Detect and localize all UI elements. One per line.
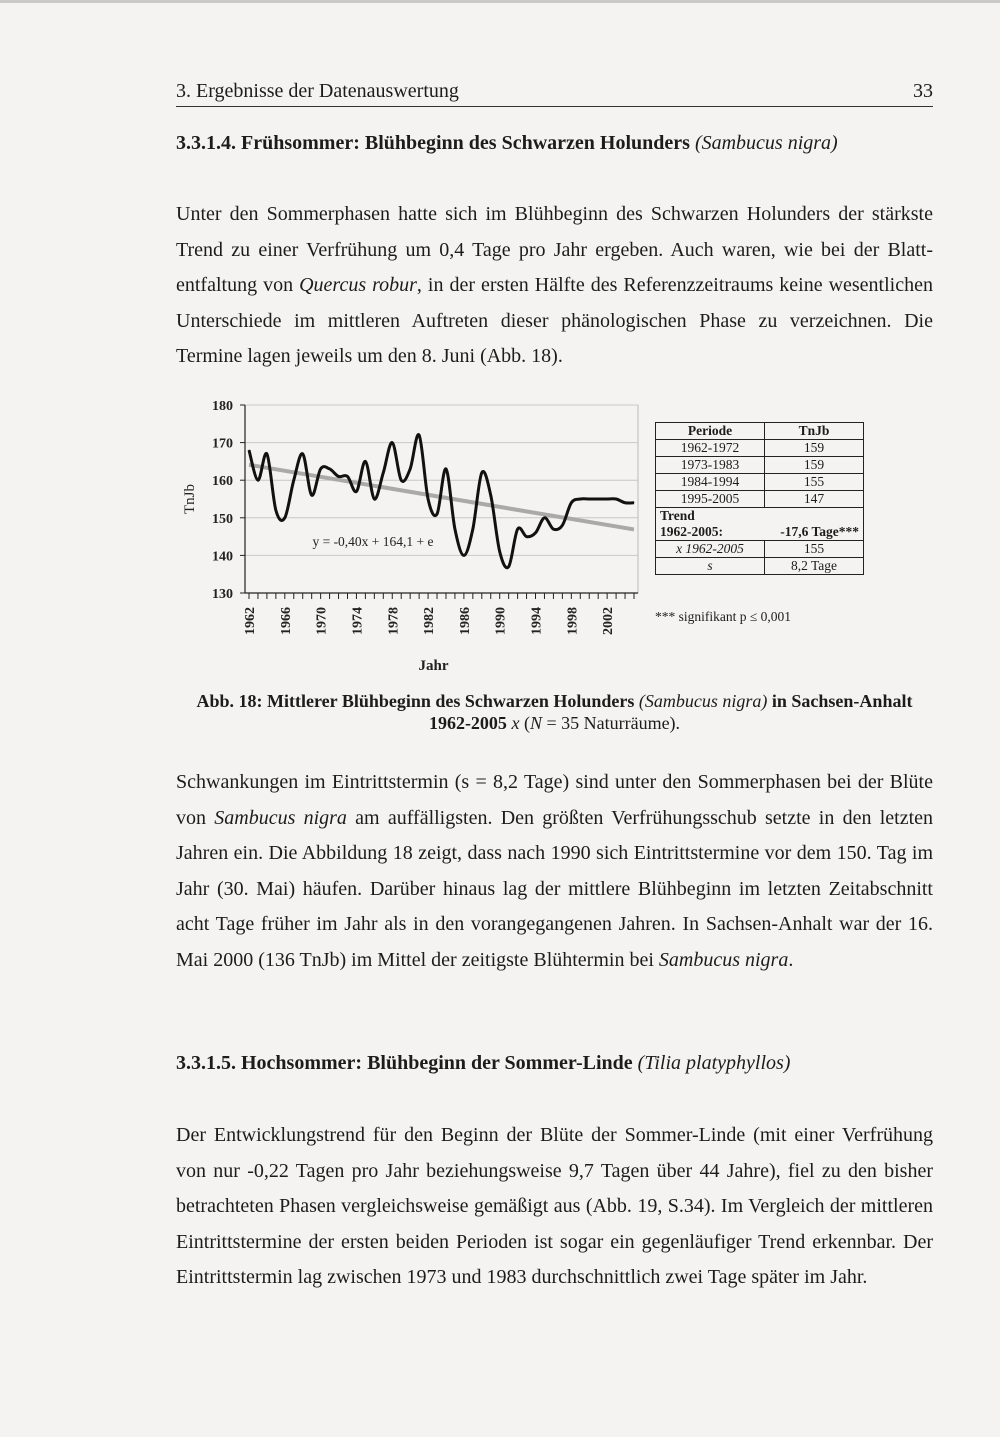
data-point [257, 480, 258, 481]
paragraph-2-text-a: Schwankungen im Eintrittstermin (s = 8,2 Tage) sind unter den Sommerphasen bei der Blüte von [176, 771, 933, 829]
section-number: 3.3.1.4. [176, 132, 236, 154]
data-point [365, 461, 366, 462]
data-point [356, 491, 357, 492]
paragraph-1-latin: Quercus robur [299, 274, 417, 296]
section-latin-name: (Sambucus nigra) [694, 132, 838, 154]
paragraph-1-text-b: , in der ersten Hälfte des Referenzzeitraums keine wesentlichen Unterschiede im mittleren Auftreten dieser phänologischen Phase zu verzeichnen. Die Termine lagen jeweils um den 8. Juni (Abb. 18). [176, 274, 933, 367]
data-point [293, 480, 294, 481]
data-point [508, 566, 509, 567]
data-point [634, 502, 635, 503]
data-point [607, 499, 608, 500]
trend-value: -17,6 Tage*** [780, 524, 859, 539]
paragraph-2-latin-b: Sambucus nigra [658, 948, 789, 971]
data-point [302, 453, 303, 454]
mean-label: x 1962-2005 [656, 541, 765, 558]
table-cell: 147 [765, 491, 864, 508]
bloom-chart [160, 390, 640, 680]
table-cell: 159 [765, 440, 864, 457]
data-point [490, 495, 491, 496]
x-tick-label: 1966 [278, 607, 294, 635]
data-point [428, 499, 429, 500]
section-number: 3.3.1.5. [176, 1052, 236, 1074]
caption-n-symbol: N [529, 713, 542, 733]
data-point [401, 480, 402, 481]
caption-title: Mittlerer Blühbeginn des Schwarzen Holunders [267, 691, 635, 711]
section-title: Frühsommer: Blühbeginn des Schwarzen Holunders [241, 132, 690, 154]
paragraph-2 [176, 765, 933, 978]
x-tick-label: 1974 [350, 607, 366, 635]
data-point [329, 468, 330, 469]
table-row-mean [656, 541, 864, 558]
stats-table [655, 422, 864, 575]
table-cell: 155 [765, 474, 864, 491]
paragraph-2-latin-a: Sambucus nigra [214, 806, 347, 829]
data-point [419, 435, 420, 436]
y-tick-label: 170 [212, 436, 233, 452]
data-point [562, 525, 563, 526]
caption-latin: (Sambucus nigra) [638, 691, 768, 711]
data-point [544, 517, 545, 518]
table-cell: 1984-1994 [656, 474, 765, 491]
caption-n-text: = 35 Naturräume). [541, 713, 681, 733]
data-point [374, 499, 375, 500]
data-point [598, 499, 599, 500]
chapter-title: 3. Ergebnisse der Datenauswertung [176, 80, 459, 102]
data-point [616, 499, 617, 500]
running-head [176, 80, 933, 106]
data-point [580, 499, 581, 500]
sd-label: s [656, 558, 765, 575]
table-header-cell: Periode [656, 423, 765, 440]
caption-label: Abb. 18: [196, 691, 263, 711]
paragraph-1 [176, 197, 933, 375]
trend-equation: y = -0,40x + 164,1 + e [312, 534, 434, 549]
x-axis-label: Jahr [418, 658, 449, 674]
data-point [481, 472, 482, 473]
y-tick-label: 150 [212, 511, 233, 527]
page-number: 33 [913, 80, 933, 102]
y-tick-label: 130 [212, 587, 233, 602]
significance-note: *** signifikant p ≤ 0,001 [655, 609, 792, 624]
x-tick-label: 1994 [529, 607, 545, 635]
data-point [383, 472, 384, 473]
mean-value: 155 [765, 541, 864, 558]
data-point [517, 529, 518, 530]
series-line [249, 435, 634, 568]
sd-value: 8,2 Tage [765, 558, 864, 575]
data-point [392, 442, 393, 443]
data-point [311, 495, 312, 496]
data-point [249, 450, 250, 451]
paragraph-2-text-b: am auffälligsten. Den größten Verfrühungsschub setzte in den letzten Jahren ein. Die Abbildung 18 zeigt, dass nach 1990 sich Eintrittstermine vor dem 150. Tag im Jahr (30. Mai) häufen. Darüber hinaus lag der mittlere Blühbeginn im letzten Zeitabschnitt acht Tage früher im Jahr als in den vorangegangenen Jahren. In Sachsen-Anhalt war der 16. Mai 2000 (136 TnJb) im Mittel der zeitigste Blühtermin bei [176, 806, 933, 971]
table-cell: 1962-1972 [656, 440, 765, 457]
caption-region: in Sachsen-Anhalt [771, 691, 913, 711]
y-tick-label: 140 [212, 549, 233, 565]
data-point [526, 536, 527, 537]
x-tick-label: 1982 [422, 607, 438, 635]
y-axis-label: TnJb [182, 484, 198, 514]
data-point [275, 510, 276, 511]
table-row [656, 474, 864, 491]
table-row [656, 440, 864, 457]
trend-cell [656, 508, 864, 541]
data-point [553, 529, 554, 530]
data-point [571, 502, 572, 503]
data-point [454, 529, 455, 530]
scan-top-edge [0, 0, 1000, 3]
caption-years: 1962-2005 [428, 713, 507, 733]
data-point [347, 476, 348, 477]
data-point [463, 555, 464, 556]
table-row-trend [656, 508, 864, 541]
x-tick-label: 1962 [243, 607, 258, 635]
x-tick-label: 1998 [565, 607, 581, 635]
paragraph-1-text-a: Unter den Sommerphasen hatte sich im Blühbeginn des Schwarzen Holunders der stärkste Trend zu einer Verfrühung um 0,4 Tage pro Jahr ergeben. Auch waren, wie bei der Blattentfaltung von [176, 203, 933, 296]
data-point [589, 499, 590, 500]
table-row-sd [656, 558, 864, 575]
data-point [320, 468, 321, 469]
x-tick-label: 1978 [386, 607, 402, 635]
data-point [472, 529, 473, 530]
y-tick-label: 160 [212, 474, 233, 490]
data-point [625, 502, 626, 503]
section-heading-3-3-1-4 [176, 132, 838, 155]
data-point [499, 551, 500, 552]
trend-label: Trend [660, 508, 695, 523]
table-header-cell: TnJb [765, 423, 864, 440]
table-cell: 1995-2005 [656, 491, 765, 508]
data-point [284, 517, 285, 518]
section-heading-3-3-1-5 [176, 1052, 790, 1075]
table-cell: 1973-1983 [656, 457, 765, 474]
table-row [656, 457, 864, 474]
figure-caption [176, 690, 933, 734]
data-point [437, 514, 438, 515]
section-latin-name: (Tilia platyphyllos) [637, 1052, 791, 1074]
x-tick-label: 2002 [601, 607, 617, 635]
caption-mean-symbol: x [511, 713, 520, 733]
table-row [656, 491, 864, 508]
header-rule [176, 106, 933, 107]
paragraph-2-text-c: . [788, 948, 794, 971]
data-point [445, 468, 446, 469]
data-point [338, 476, 339, 477]
data-point [535, 532, 536, 533]
trend-period: 1962-2005: [660, 524, 723, 539]
caption-n-open: ( [523, 713, 530, 733]
data-point [266, 453, 267, 454]
x-tick-label: 1990 [493, 607, 509, 635]
x-tick-label: 1970 [314, 607, 330, 635]
x-tick-label: 1986 [457, 607, 473, 635]
table-cell: 159 [765, 457, 864, 474]
table-header-row [656, 423, 864, 440]
paragraph-3: Der Entwicklungstrend für den Beginn der Blüte der Sommer-Linde (mit einer Verfrühung von nur -0,22 Tagen pro Jahr beziehungsweise 9,7 Tagen über 44 Jahre), fiel zu den bisher betrachteten Phasen vergleichsweise gemäßigt aus (Abb. 19, S.34). Im Vergleich der mittleren Eintrittstermine der ersten beiden Perioden ist sogar ein gegenläufiger Trend erkennbar. Der Eintrittstermin lag zwischen 1973 und 1983 durchschnittlich zwei Tage später im Jahr. [176, 1124, 933, 1288]
data-point [410, 468, 411, 469]
y-tick-label: 180 [212, 399, 233, 414]
section-title: Hochsommer: Blühbeginn der Sommer-Linde [241, 1052, 633, 1074]
